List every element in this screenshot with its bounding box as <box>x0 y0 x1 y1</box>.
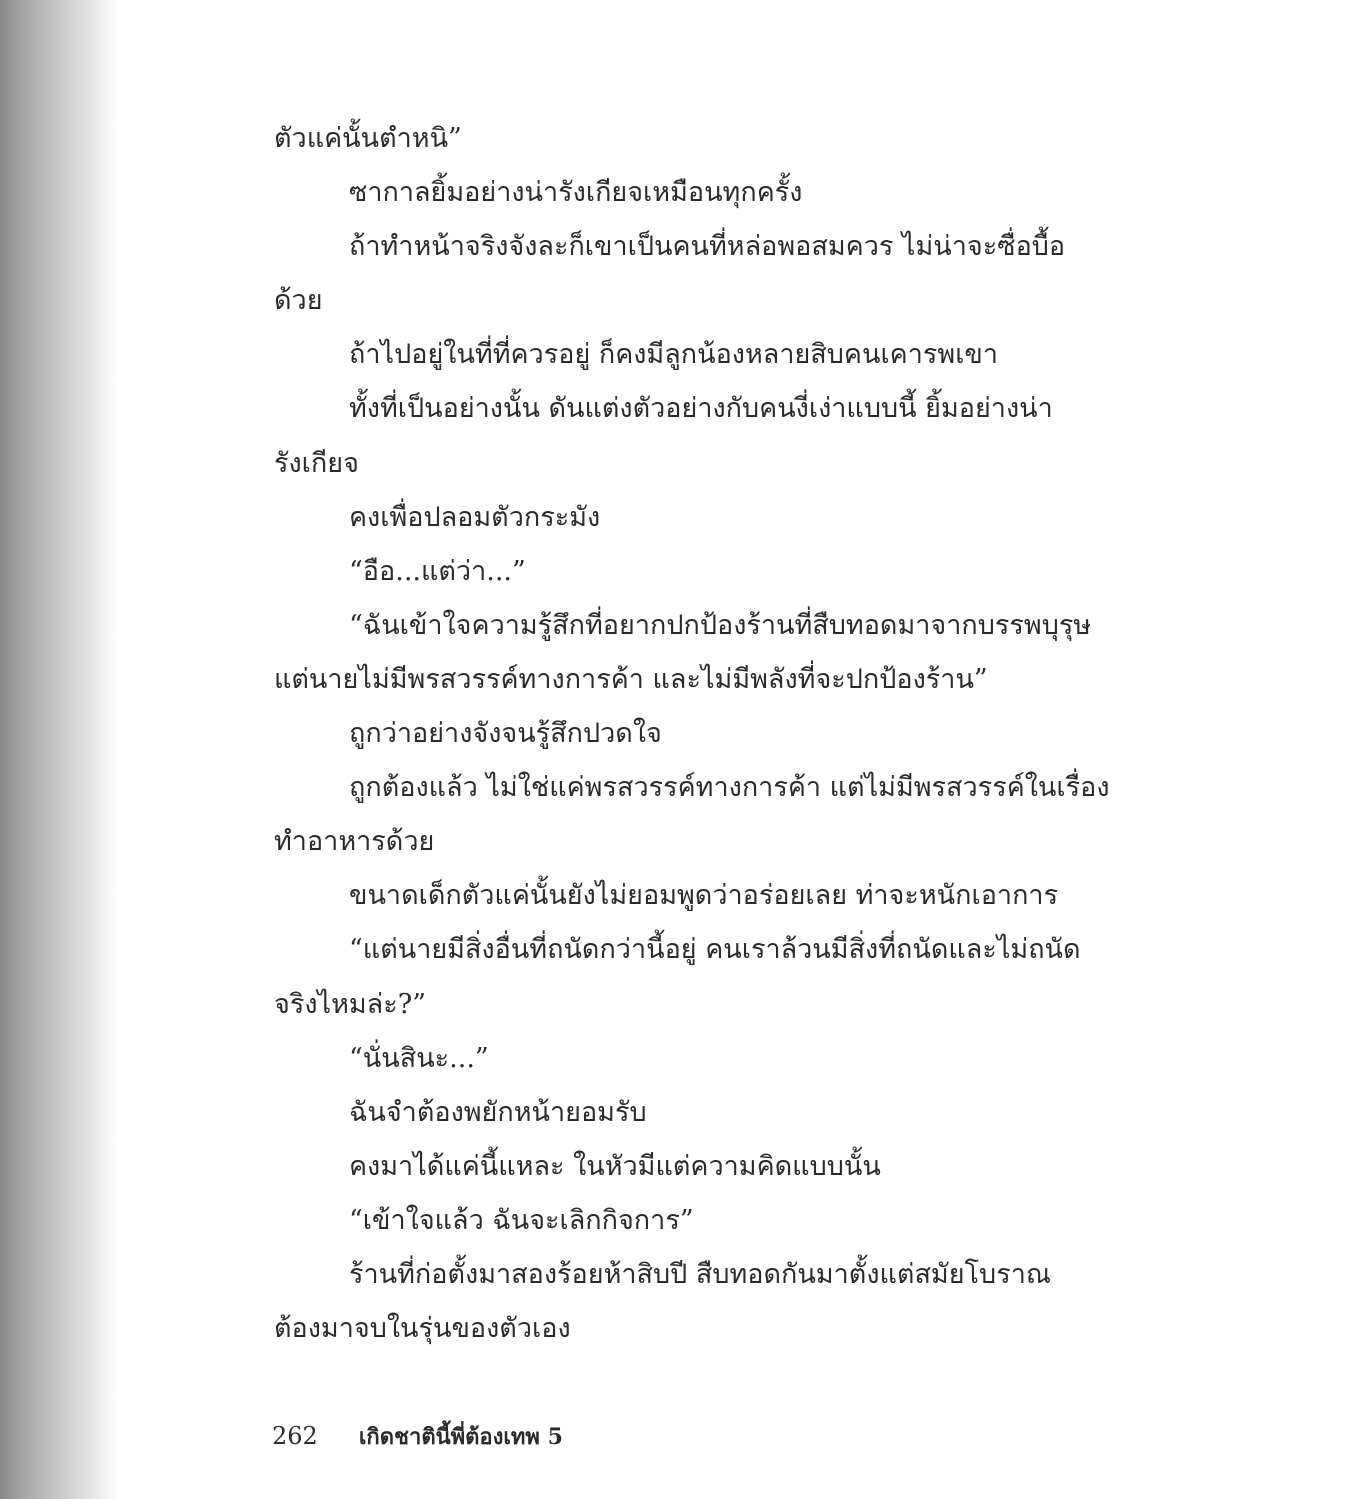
text-line: ถูกว่าอย่างจังจนรู้สึกปวดใจ <box>349 718 662 750</box>
text-line: “เข้าใจแล้ว ฉันจะเลิกกิจการ” <box>349 1204 694 1236</box>
spine-shadow <box>0 0 118 1499</box>
text-line: “ฉันเข้าใจความรู้สึกที่อยากปกป้องร้านที่สืบทอดมาจากบรรพบุรุษ <box>349 609 1092 641</box>
text-line: ถ้าไปอยู่ในที่ที่ควรอยู่ ก็คงมีลูกน้องหลายสิบคนเคารพเขา <box>349 339 999 371</box>
text-line: ต้องมาจบในรุ่นของตัวเอง <box>274 1313 571 1345</box>
text-line: คงเพื่อปลอมตัวกระมัง <box>349 501 601 533</box>
text-line: จริงไหมล่ะ?” <box>274 988 427 1020</box>
text-line: รังเกียจ <box>274 447 359 479</box>
text-line: ทำอาหารด้วย <box>274 826 435 858</box>
text-line: ทั้งที่เป็นอย่างนั้น ดันแต่งตัวอย่างกับคนงี่เง่าแบบนี้ ยิ้มอย่างน่า <box>349 393 1053 425</box>
text-line: “นั่นสินะ...” <box>349 1042 489 1074</box>
book-title: เกิดชาตินี้พี่ต้องเทพ 5 <box>358 1424 563 1450</box>
text-line: “แต่นายมีสิ่งอื่นที่ถนัดกว่านี้อยู่ คนเราล้วนมีสิ่งที่ถนัดและไม่ถนัด <box>349 934 1081 966</box>
text-line: ถ้าทำหน้าจริงจังละก็เขาเป็นคนที่หล่อพอสมควร ไม่น่าจะซื่อบื้อ <box>349 231 1066 263</box>
text-line: ฉันจำต้องพยักหน้ายอมรับ <box>349 1096 647 1128</box>
text-line: ขนาดเด็กตัวแค่นั้นยังไม่ยอมพูดว่าอร่อยเลย ท่าจะหนักเอาการ <box>349 880 1059 912</box>
text-line: แต่นายไม่มีพรสวรรค์ทางการค้า และไม่มีพลังที่จะปกป้องร้าน” <box>274 663 988 695</box>
text-line: คงมาได้แค่นี้แหละ ในหัวมีแต่ความคิดแบบนั้น <box>349 1150 881 1182</box>
page-number: 262 <box>272 1422 318 1450</box>
text-line: ถูกต้องแล้ว ไม่ใช่แค่พรสวรรค์ทางการค้า แต่ไม่มีพรสวรรค์ในเรื่อง <box>349 772 1110 804</box>
page-footer <box>272 1416 563 1456</box>
text-line: ร้านที่ก่อตั้งมาสองร้อยห้าสิบปี สืบทอดกันมาตั้งแต่สมัยโบราณ <box>349 1258 1051 1290</box>
text-line: ด้วย <box>274 285 323 317</box>
text-line: “อือ...แต่ว่า...” <box>349 555 526 587</box>
text-line: ตัวแค่นั้นตำหนิ” <box>274 123 462 154</box>
body-text <box>274 112 1110 1356</box>
text-line: ซากาลยิ้มอย่างน่ารังเกียจเหมือนทุกครั้ง <box>349 177 803 209</box>
